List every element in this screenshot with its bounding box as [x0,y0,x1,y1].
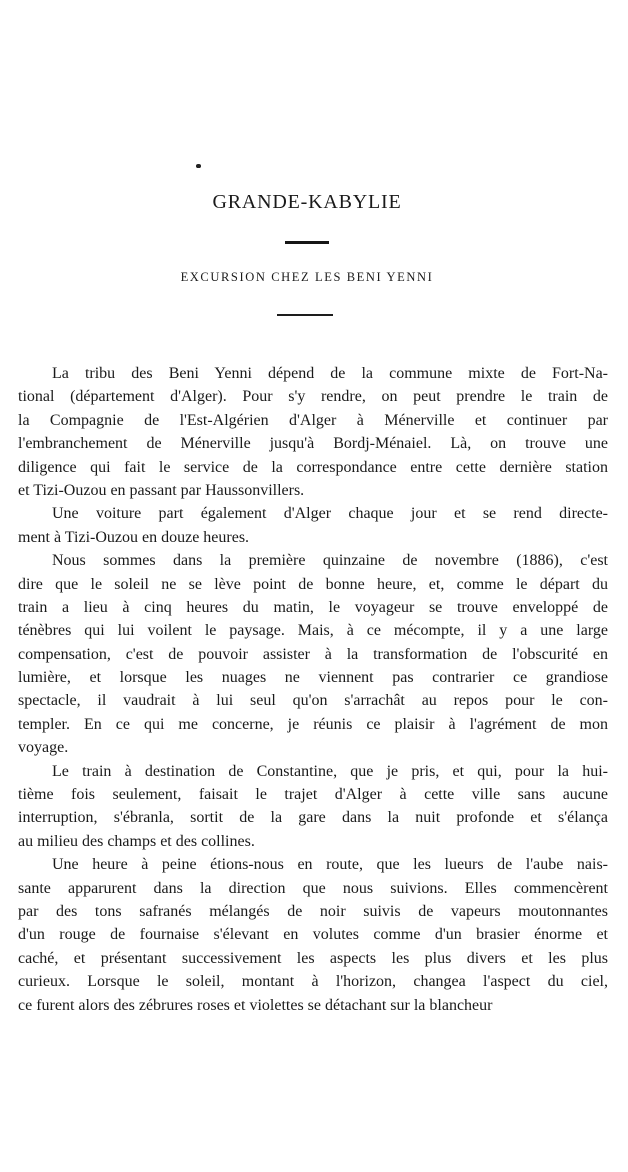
text-line: ténèbres qui lui voilent le paysage. Mais, à ce mécompte, il y a une large [18,622,608,640]
text-line: caché, et présentant successivement les aspects les plus divers et les plus [18,949,608,967]
text-line: par des tons safranés mélangés de noir suivis de vapeurs moutonnantes [18,902,608,920]
text-line: voyage. [18,739,69,757]
text-line: et Tizi-Ouzou en passant par Haussonvillers. [18,481,305,499]
text-line: Nous sommes dans la première quinzaine de novembre (1886), c'est [52,552,608,570]
title-divider-rule [285,241,329,244]
subtitle-divider-rule [277,314,333,316]
text-line: curieux. Lorsque le soleil, montant à l'horizon, changea l'aspect du ciel, [18,973,608,991]
section-subtitle: EXCURSION CHEZ LES BENI YENNI [180,270,434,284]
text-line: train a lieu à cinq heures du matin, le voyageur se trouve enveloppé de [18,598,608,616]
text-line: templer. En ce qui me concerne, je réunis ce plaisir à l'agrément de mon [18,715,608,733]
text-line: spectacle, il vaudrait à lui seul qu'on s'arrachât au repos pour le con- [18,692,608,710]
paragraph [18,853,608,1017]
paragraph [18,502,608,549]
text-line: compensation, c'est de pouvoir assister à la transformation de l'obscurité en [18,645,608,663]
text-line: interruption, s'ébranla, sortit de la gare dans la nuit profonde et s'élança [18,809,608,827]
text-line: Le train à destination de Constantine, que je pris, et qui, pour la hui- [52,762,608,780]
text-line: ce furent alors des zébrures roses et violettes se détachant sur la blancheur [18,996,493,1014]
text-line: l'embranchement de Ménerville jusqu'à Bordj-Ménaiel. Là, on trouve une [18,435,608,453]
paragraph [18,760,608,854]
text-line: La tribu des Beni Yenni dépend de la commune mixte de Fort-Na- [52,365,608,382]
text-line: ment à Tizi-Ouzou en douze heures. [18,528,250,546]
text-line: tional (département d'Alger). Pour s'y rendre, on peut prendre le train de [18,388,608,406]
body-text [18,362,608,1017]
ink-speck [196,164,201,168]
text-line: tième fois seulement, faisait le trajet d'Alger à cette ville sans aucune [18,786,608,804]
text-line: Une voiture part également d'Alger chaque jour et se rend directe- [52,505,608,523]
text-line: sante apparurent dans la direction que nous suivions. Elles commencèrent [18,879,608,897]
text-line: diligence qui fait le service de la correspondance entre cette dernière station [18,458,608,476]
text-line: Une heure à peine étions-nous en route, que les lueurs de l'aube nais- [52,856,608,874]
text-line: lumière, et lorsque les nuages ne viennent pas contrarier ce grandiose [18,669,608,687]
text-line: d'un rouge de fournaise s'élevant en volutes comme d'un brasier énorme et [18,926,608,944]
page-title: GRANDE-KABYLIE [212,191,402,213]
text-line: la Compagnie de l'Est-Algérien d'Alger à Ménerville et continuer par [18,411,608,429]
paragraph [18,362,608,502]
text-line: au milieu des champs et des collines. [18,832,255,850]
paragraph [18,549,608,760]
text-line: dire que le soleil ne se lève point de bonne heure, et, comme le départ du [18,575,608,593]
